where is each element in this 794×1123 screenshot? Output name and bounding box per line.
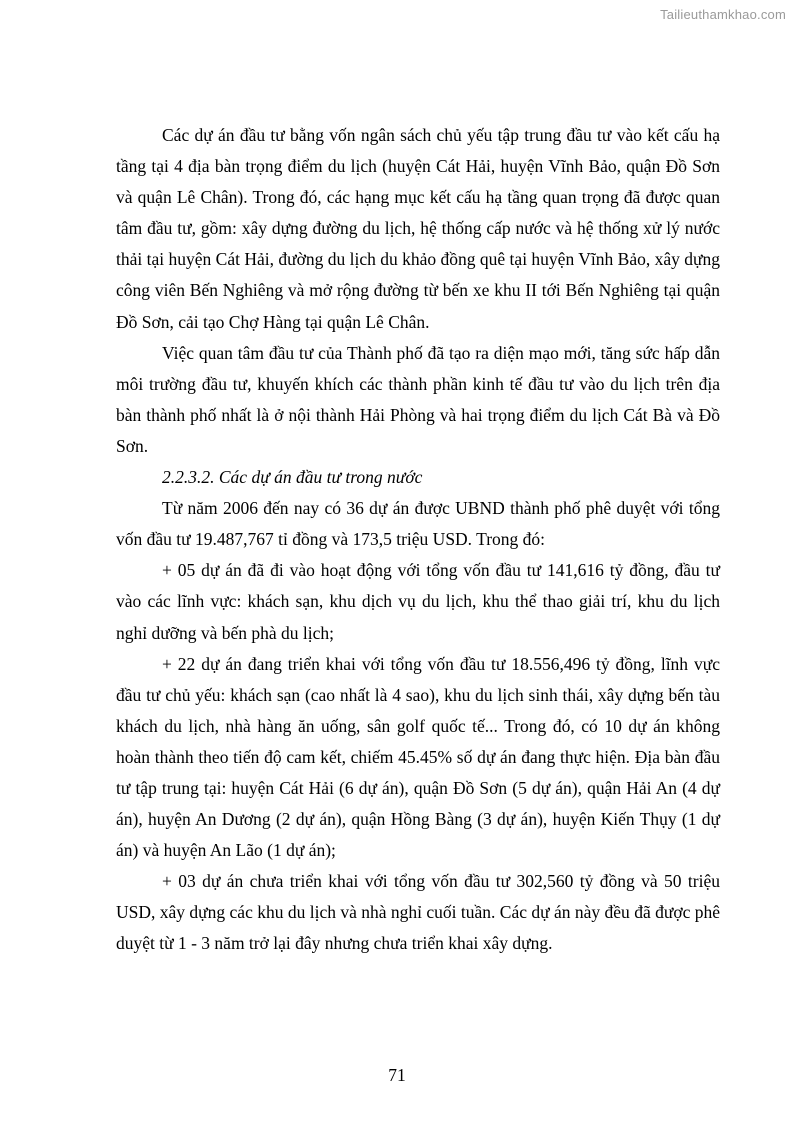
list-item-operating-projects: + 05 dự án đã đi vào hoạt động với tổng vốn đầu tư 141,616 tỷ đồng, đầu tư vào các lĩnh vực: khách sạn, khu dịch vụ du lịch, khu thể thao giải trí, khu du lịch nghỉ dưỡng và bến phà du lịch;	[116, 560, 720, 643]
paragraph-budget-investment: Các dự án đầu tư bằng vốn ngân sách chủ yếu tập trung đầu tư vào kết cấu hạ tầng tại 4 địa bàn trọng điểm du lịch (huyện Cát Hải, huyện Vĩnh Bảo, quận Đồ Sơn và quận Lê Chân). Trong đó, các hạng mục kết cấu hạ tầng quan trọng đã được quan tâm đầu tư, gồm: xây dựng đường du lịch, hệ thống cấp nước và hệ thống xử lý nước thải tại huyện Cát Hải, đường du lịch du khảo đồng quê tại huyện Vĩnh Bảo, xây dựng công viên Bến Nghiêng và mở rộng đường từ bến xe khu II tới Bến Nghiêng tại quận Đồ Sơn, cải tạo Chợ Hàng tại quận Lê Chân.	[116, 125, 720, 332]
section-heading-domestic-projects: 2.2.3.2. Các dự án đầu tư trong nước	[162, 467, 423, 488]
document-body	[116, 120, 720, 960]
list-item-ongoing-projects: + 22 dự án đang triển khai với tổng vốn đầu tư 18.556,496 tỷ đồng, lĩnh vực đầu tư chủ yếu: khách sạn (cao nhất là 4 sao), khu du lịch sinh thái, xây dựng bến tàu khách du lịch, nhà hàng ăn uống, sân golf quốc tế... Trong đó, có 10 dự án không hoàn thành theo tiến độ cam kết, chiếm 45.45% số dự án đang thực hiện. Địa bàn đầu tư tập trung tại: huyện Cát Hải (6 dự án), quận Đồ Sơn (5 dự án), quận Hải An (4 dự án), huyện An Dương (2 dự án), quận Hồng Bàng (3 dự án), huyện Kiến Thụy (1 dự án) và huyện An Lão (1 dự án);	[116, 653, 720, 861]
watermark-text: Tailieuthamkhao.com	[660, 7, 786, 22]
paragraph-project-summary: Từ năm 2006 đến nay có 36 dự án được UBND thành phố phê duyệt với tổng vốn đầu tư 19.487,767 tỉ đồng và 173,5 triệu USD. Trong đó:	[116, 498, 720, 550]
page-number: 71	[388, 1065, 406, 1085]
paragraph-city-attention: Việc quan tâm đầu tư của Thành phố đã tạo ra diện mạo mới, tăng sức hấp dẫn môi trường đầu tư, khuyến khích các thành phần kinh tế đầu tư vào du lịch trên địa bàn thành phố nhất là ở nội thành Hải Phòng và hai trọng điểm du lịch Cát Bà và Đồ Sơn.	[116, 342, 720, 456]
list-item-pending-projects: + 03 dự án chưa triển khai với tổng vốn đầu tư 302,560 tỷ đồng và 50 triệu USD, xây dựng các khu du lịch và nhà nghỉ cuối tuần. Các dự án này đều đã được phê duyệt từ 1 - 3 năm trở lại đây nhưng chưa triển khai xây dựng.	[116, 871, 720, 954]
